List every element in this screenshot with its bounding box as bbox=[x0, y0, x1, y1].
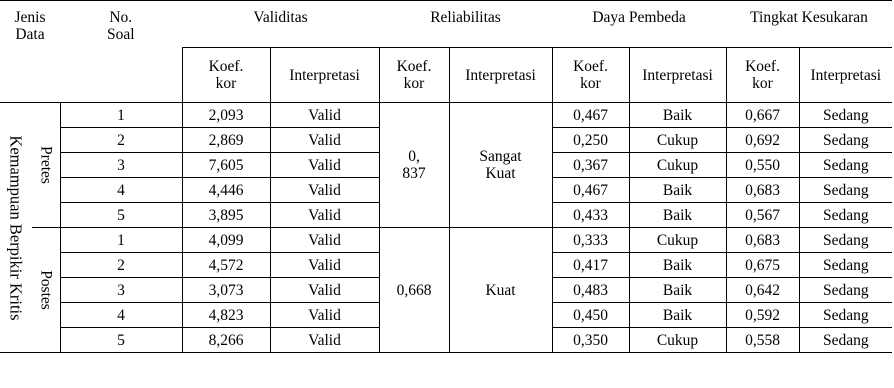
header-validitas: Validitas bbox=[182, 1, 379, 48]
tingkat-kesukaran-interp-cell: Sedang bbox=[799, 153, 892, 178]
tingkat-kesukaran-interp-cell: Sedang bbox=[799, 178, 892, 203]
header-reliabilitas-koef bbox=[379, 48, 449, 103]
daya-pembeda-interp-cell: Baik bbox=[629, 103, 726, 128]
tingkat-kesukaran-koef-cell: 0,667 bbox=[726, 103, 799, 128]
validitas-interp-cell: Valid bbox=[270, 128, 379, 153]
daya-pembeda-interp-cell: Baik bbox=[629, 278, 726, 303]
daya-pembeda-interp-cell: Cukup bbox=[629, 153, 726, 178]
koef-line2: kor bbox=[215, 75, 237, 92]
koef-line1: Koef. bbox=[745, 58, 780, 75]
header-daya-pembeda-koef bbox=[552, 48, 629, 103]
no-soal-cell: 4 bbox=[60, 178, 182, 203]
validitas-koef-cell: 4,572 bbox=[182, 253, 270, 278]
koef-line2: kor bbox=[403, 75, 425, 92]
section-label-pretes-cell bbox=[32, 103, 60, 228]
tingkat-kesukaran-interp-cell: Sedang bbox=[799, 103, 892, 128]
no-soal-cell: 3 bbox=[60, 153, 182, 178]
daya-pembeda-interp-cell: Baik bbox=[629, 253, 726, 278]
validitas-koef-cell: 2,093 bbox=[182, 103, 270, 128]
no-soal-cell: 2 bbox=[60, 128, 182, 153]
tingkat-kesukaran-interp-cell: Sedang bbox=[799, 303, 892, 328]
header-daya-pembeda-interpretasi: Interpretasi bbox=[629, 48, 726, 103]
header-jenis-data-line2: Data bbox=[15, 26, 45, 43]
tingkat-kesukaran-koef-cell: 0,567 bbox=[726, 203, 799, 228]
tingkat-kesukaran-interp-cell: Sedang bbox=[799, 278, 892, 303]
daya-pembeda-koef-cell: 0,483 bbox=[552, 278, 629, 303]
reliabilitas-interp-line2: Kuat bbox=[485, 165, 516, 182]
validitas-interp-cell: Valid bbox=[270, 303, 379, 328]
validitas-koef-cell: 4,099 bbox=[182, 228, 270, 253]
reliabilitas-koef-pretes bbox=[379, 103, 449, 228]
table-row bbox=[0, 228, 892, 253]
header-reliabilitas: Reliabilitas bbox=[379, 1, 552, 48]
section-label-pretes: Pretes bbox=[37, 146, 55, 184]
tingkat-kesukaran-koef-cell: 0,558 bbox=[726, 328, 799, 353]
daya-pembeda-koef-cell: 0,433 bbox=[552, 203, 629, 228]
reliabilitas-koef-line1: 0, bbox=[408, 148, 420, 165]
daya-pembeda-koef-cell: 0,350 bbox=[552, 328, 629, 353]
section-label-postes: Postes bbox=[37, 270, 55, 310]
validitas-interp-cell: Valid bbox=[270, 178, 379, 203]
validitas-interp-cell: Valid bbox=[270, 103, 379, 128]
group-label-cell bbox=[0, 103, 32, 353]
header-jenis-data bbox=[0, 1, 60, 103]
section-label-postes-cell bbox=[32, 228, 60, 353]
koef-line1: Koef. bbox=[396, 58, 432, 75]
reliabilitas-koef-postes: 0,668 bbox=[379, 228, 449, 353]
daya-pembeda-koef-cell: 0,467 bbox=[552, 103, 629, 128]
daya-pembeda-interp-cell: Cukup bbox=[629, 328, 726, 353]
validitas-koef-cell: 3,895 bbox=[182, 203, 270, 228]
daya-pembeda-interp-cell: Cukup bbox=[629, 128, 726, 153]
no-soal-cell: 4 bbox=[60, 303, 182, 328]
daya-pembeda-koef-cell: 0,417 bbox=[552, 253, 629, 278]
group-label: Kemampuan Berpikir Kritis bbox=[6, 134, 26, 321]
validitas-interp-cell: Valid bbox=[270, 228, 379, 253]
tingkat-kesukaran-koef-cell: 0,592 bbox=[726, 303, 799, 328]
daya-pembeda-interp-cell: Baik bbox=[629, 178, 726, 203]
tingkat-kesukaran-interp-cell: Sedang bbox=[799, 253, 892, 278]
daya-pembeda-koef-cell: 0,367 bbox=[552, 153, 629, 178]
koef-line1: Koef. bbox=[573, 58, 608, 75]
tingkat-kesukaran-koef-cell: 0,642 bbox=[726, 278, 799, 303]
tingkat-kesukaran-interp-cell: Sedang bbox=[799, 203, 892, 228]
validitas-interp-cell: Valid bbox=[270, 328, 379, 353]
validitas-interp-cell: Valid bbox=[270, 153, 379, 178]
validitas-koef-cell: 7,605 bbox=[182, 153, 270, 178]
header-tingkat-kesukaran-interpretasi: Interpretasi bbox=[799, 48, 892, 103]
header-validitas-koef bbox=[182, 48, 270, 103]
tingkat-kesukaran-interp-cell: Sedang bbox=[799, 328, 892, 353]
header-jenis-data-line1: Jenis bbox=[14, 9, 46, 26]
koef-line2: kor bbox=[752, 75, 773, 92]
tingkat-kesukaran-koef-cell: 0,675 bbox=[726, 253, 799, 278]
validitas-interp-cell: Valid bbox=[270, 203, 379, 228]
validitas-koef-cell: 2,869 bbox=[182, 128, 270, 153]
tingkat-kesukaran-interp-cell: Sedang bbox=[799, 128, 892, 153]
header-no-soal-line2: Soal bbox=[106, 26, 135, 43]
daya-pembeda-koef-cell: 0,333 bbox=[552, 228, 629, 253]
koef-line2: kor bbox=[580, 75, 601, 92]
header-no-soal bbox=[60, 1, 182, 103]
validitas-interp-cell: Valid bbox=[270, 278, 379, 303]
daya-pembeda-interp-cell: Baik bbox=[629, 203, 726, 228]
no-soal-cell: 2 bbox=[60, 253, 182, 278]
reliabilitas-interp-pretes bbox=[449, 103, 552, 228]
header-validitas-interpretasi: Interpretasi bbox=[270, 48, 379, 103]
reliabilitas-koef-line2: 837 bbox=[402, 165, 426, 182]
reliabilitas-interp-postes: Kuat bbox=[449, 228, 552, 353]
header-no-soal-line1: No. bbox=[109, 9, 133, 26]
daya-pembeda-koef-cell: 0,250 bbox=[552, 128, 629, 153]
validitas-koef-cell: 4,823 bbox=[182, 303, 270, 328]
daya-pembeda-interp-cell: Baik bbox=[629, 303, 726, 328]
koef-line1: Koef. bbox=[208, 58, 244, 75]
tingkat-kesukaran-koef-cell: 0,683 bbox=[726, 178, 799, 203]
validitas-koef-cell: 4,446 bbox=[182, 178, 270, 203]
tingkat-kesukaran-interp-cell: Sedang bbox=[799, 228, 892, 253]
daya-pembeda-interp-cell: Cukup bbox=[629, 228, 726, 253]
header-tingkat-kesukaran-koef bbox=[726, 48, 799, 103]
tingkat-kesukaran-koef-cell: 0,692 bbox=[726, 128, 799, 153]
header-tingkat-kesukaran: Tingkat Kesukaran bbox=[726, 1, 892, 48]
no-soal-cell: 1 bbox=[60, 103, 182, 128]
tingkat-kesukaran-koef-cell: 0,550 bbox=[726, 153, 799, 178]
validitas-koef-cell: 3,073 bbox=[182, 278, 270, 303]
daya-pembeda-koef-cell: 0,467 bbox=[552, 178, 629, 203]
header-daya-pembeda: Daya Pembeda bbox=[552, 1, 726, 48]
validitas-koef-cell: 8,266 bbox=[182, 328, 270, 353]
no-soal-cell: 1 bbox=[60, 228, 182, 253]
tingkat-kesukaran-koef-cell: 0,683 bbox=[726, 228, 799, 253]
reliabilitas-interp-line1: Sangat bbox=[479, 148, 522, 165]
no-soal-cell: 5 bbox=[60, 328, 182, 353]
validitas-interp-cell: Valid bbox=[270, 253, 379, 278]
daya-pembeda-koef-cell: 0,450 bbox=[552, 303, 629, 328]
no-soal-cell: 3 bbox=[60, 278, 182, 303]
header-reliabilitas-interpretasi: Interpretasi bbox=[449, 48, 552, 103]
table-row bbox=[0, 103, 892, 128]
header-row-1 bbox=[0, 1, 892, 48]
no-soal-cell: 5 bbox=[60, 203, 182, 228]
